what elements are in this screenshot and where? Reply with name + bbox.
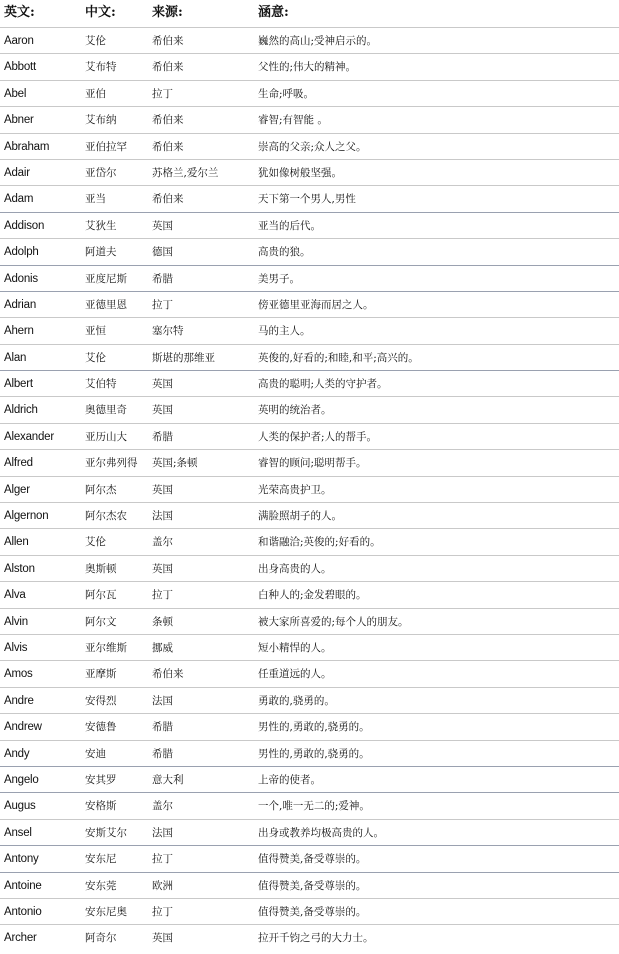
name-origin: 拉丁: [152, 905, 173, 918]
name-origin: 拉丁: [152, 589, 173, 602]
name-english: Adolph: [4, 246, 39, 259]
table-row: [0, 476, 619, 502]
name-chinese: 安得烈: [85, 694, 117, 707]
name-chinese: 亚德里恩: [85, 298, 127, 311]
name-english: Algernon: [4, 510, 49, 523]
name-english: Aldrich: [4, 404, 38, 417]
name-origin: 挪威: [152, 641, 173, 654]
name-english: Andrew: [4, 721, 42, 734]
name-meaning: 值得赞美,备受尊崇的。: [258, 879, 367, 892]
header-meaning: 涵意:: [258, 5, 289, 20]
name-english: Alva: [4, 589, 26, 602]
name-chinese: 艾伦: [85, 35, 106, 47]
table-row: [0, 133, 619, 159]
name-meaning: 值得赞美,备受尊崇的。: [258, 853, 367, 866]
name-origin: 拉丁: [152, 87, 173, 100]
name-chinese: 艾狄生: [85, 219, 117, 232]
name-chinese: 亚伯: [85, 87, 106, 100]
name-origin: 希腊: [152, 430, 173, 443]
name-origin: 法国: [152, 826, 173, 839]
name-english: Augus: [4, 800, 36, 813]
name-meaning: 生命;呼吸。: [258, 87, 315, 100]
name-meaning: 出身高贵的人。: [258, 562, 332, 575]
name-origin: 条顿: [152, 615, 173, 628]
name-meaning: 人类的保护者;人的帮手。: [258, 430, 378, 443]
name-chinese: 阿尔杰: [85, 483, 117, 496]
table-row: [0, 713, 619, 739]
name-english: Andy: [4, 747, 30, 760]
name-origin: 英国: [152, 562, 173, 575]
name-chinese: 亚恒: [85, 325, 106, 338]
name-english: Abel: [4, 87, 27, 100]
table-row: [0, 792, 619, 818]
name-meaning: 高贵的狼。: [258, 246, 311, 259]
name-chinese: 艾布纳: [85, 114, 117, 127]
name-meaning: 白种人的;金发碧眼的。: [258, 589, 367, 602]
name-english: Adonis: [4, 272, 38, 285]
name-origin: 盖尔: [152, 536, 173, 549]
name-meaning: 值得赞美,备受尊崇的。: [258, 905, 367, 918]
name-meaning: 父性的;伟大的精神。: [258, 61, 357, 74]
name-english: Andre: [4, 694, 34, 707]
name-origin: 英国: [152, 378, 173, 391]
name-chinese: 艾伦: [85, 351, 106, 364]
table-row: [0, 317, 619, 343]
name-origin: 欧洲: [152, 879, 173, 892]
name-origin: 英国;条顿: [152, 457, 198, 470]
table-row: [0, 449, 619, 475]
name-meaning: 任重道远的人。: [258, 668, 332, 681]
name-chinese: 安东尼: [85, 853, 117, 866]
name-chinese: 奥斯顿: [85, 562, 117, 575]
name-meaning: 光荣高贵护卫。: [258, 483, 332, 496]
name-english: Allen: [4, 536, 29, 549]
name-origin: 希伯来: [152, 35, 184, 47]
name-meaning: 男性的,勇敢的,骁勇的。: [258, 747, 370, 760]
name-chinese: 亚伯拉罕: [85, 140, 127, 153]
name-english: Abbott: [4, 61, 37, 74]
header-chinese: 中文:: [85, 5, 116, 20]
name-chinese: 安格斯: [85, 800, 117, 813]
name-chinese: 艾伯特: [85, 378, 117, 391]
table-row: [0, 660, 619, 686]
table-row: [0, 370, 619, 396]
name-origin: 希腊: [152, 721, 173, 734]
name-meaning: 和谐融洽;英俊的;好看的。: [258, 536, 381, 549]
name-origin: 拉丁: [152, 853, 173, 866]
name-origin: 希伯来: [152, 668, 184, 681]
name-meaning: 勇敢的,骁勇的。: [258, 694, 335, 707]
table-row: [0, 687, 619, 713]
name-chinese: 安东莞: [85, 879, 117, 892]
name-chinese: 艾伦: [85, 536, 106, 549]
table-row: [0, 265, 619, 291]
name-chinese: 亚当: [85, 193, 106, 206]
name-english: Ansel: [4, 826, 32, 839]
name-chinese: 阿尔文: [85, 615, 117, 628]
name-english: Alfred: [4, 457, 33, 470]
name-origin: 希伯来: [152, 114, 184, 127]
name-english: Archer: [4, 932, 37, 945]
table-row: [0, 344, 619, 370]
name-meaning: 傍亚德里亚海而居之人。: [258, 298, 374, 311]
name-chinese: 亚尔维斯: [85, 641, 127, 654]
name-chinese: 奥德里奇: [85, 404, 127, 417]
name-origin: 希伯来: [152, 193, 184, 206]
name-origin: 希腊: [152, 747, 173, 760]
name-english: Adam: [4, 193, 34, 206]
name-english: Adair: [4, 166, 30, 179]
name-english: Alvin: [4, 615, 28, 628]
name-english: Abraham: [4, 140, 50, 153]
name-origin: 塞尔特: [152, 325, 184, 338]
name-meaning: 犹如像树般坚强。: [258, 166, 342, 179]
table-row: [0, 423, 619, 449]
name-meaning: 巍然的高山;受神启示的。: [258, 35, 378, 47]
name-english: Antonio: [4, 905, 42, 918]
table-row: [0, 159, 619, 185]
name-chinese: 亚摩斯: [85, 668, 117, 681]
table-row: [0, 634, 619, 660]
name-origin: 苏格兰,爱尔兰: [152, 166, 219, 179]
name-origin: 希伯来: [152, 140, 184, 153]
table-row: [0, 581, 619, 607]
name-english: Adrian: [4, 298, 37, 311]
name-english: Angelo: [4, 773, 39, 786]
table-row: [0, 898, 619, 924]
name-chinese: 亚度尼斯: [85, 272, 127, 285]
name-english: Antony: [4, 853, 39, 866]
table-row: [0, 845, 619, 871]
name-meaning: 亚当的后代。: [258, 219, 321, 232]
table-row: [0, 528, 619, 554]
name-origin: 意大利: [152, 773, 184, 786]
name-chinese: 安迪: [85, 747, 106, 760]
table-row: [0, 106, 619, 132]
name-origin: 英国: [152, 932, 173, 945]
name-english: Albert: [4, 378, 33, 391]
table-row: [0, 555, 619, 581]
table-row: [0, 819, 619, 845]
name-origin: 拉丁: [152, 298, 173, 311]
name-english: Ahern: [4, 325, 34, 338]
table-row: [0, 872, 619, 898]
name-meaning: 马的主人。: [258, 325, 311, 338]
table-row: [0, 502, 619, 528]
table-row: [0, 80, 619, 106]
name-meaning: 满脸照胡子的人。: [258, 510, 342, 523]
table-row: [0, 238, 619, 264]
name-meaning: 男性的,勇敢的,骁勇的。: [258, 721, 370, 734]
name-origin: 盖尔: [152, 800, 173, 813]
name-origin: 英国: [152, 219, 173, 232]
name-origin: 德国: [152, 246, 173, 259]
name-chinese: 亚尔弗列得: [85, 457, 138, 470]
table-row: [0, 185, 619, 211]
name-chinese: 安其罗: [85, 773, 117, 786]
name-origin: 斯堪的那维亚: [152, 351, 215, 364]
name-english: Abner: [4, 114, 34, 127]
name-english: Alexander: [4, 430, 54, 443]
name-origin: 英国: [152, 404, 173, 417]
name-english: Addison: [4, 219, 45, 232]
name-meaning: 天下第一个男人,男性: [258, 193, 356, 206]
name-meaning: 英明的统治者。: [258, 404, 332, 417]
name-chinese: 亚岱尔: [85, 166, 117, 179]
name-english: Alvis: [4, 641, 28, 654]
name-chinese: 阿奇尔: [85, 932, 117, 945]
table-row: [0, 740, 619, 766]
name-chinese: 安斯艾尔: [85, 826, 127, 839]
name-meaning: 一个,唯一无二的;爱神。: [258, 800, 370, 813]
header-origin: 来源:: [152, 5, 183, 20]
table-row: [0, 291, 619, 317]
table-header: [0, 0, 619, 26]
table-row: [0, 53, 619, 79]
name-chinese: 亚历山大: [85, 430, 127, 443]
name-origin: 法国: [152, 510, 173, 523]
table-body: [0, 27, 619, 951]
name-chinese: 安东尼奥: [85, 905, 127, 918]
name-meaning: 出身或教养均极高贵的人。: [258, 826, 384, 839]
name-english: Alan: [4, 351, 27, 364]
name-origin: 希伯来: [152, 61, 184, 74]
name-meaning: 高贵的聪明;人类的守护者。: [258, 378, 388, 391]
name-english: Alger: [4, 483, 30, 496]
name-origin: 英国: [152, 483, 173, 496]
name-meaning: 英俊的,好看的;和睦,和平;高兴的。: [258, 351, 419, 364]
name-meaning: 拉开千钧之弓的大力士。: [258, 932, 374, 945]
table-row: [0, 608, 619, 634]
table-row: [0, 27, 619, 53]
name-english: Antoine: [4, 879, 42, 892]
name-chinese: 阿尔杰农: [85, 510, 127, 523]
name-origin: 法国: [152, 694, 173, 707]
name-chinese: 艾布特: [85, 61, 117, 74]
name-english: Amos: [4, 668, 33, 681]
name-meaning: 被大家所喜爱的;每个人的朋友。: [258, 615, 409, 628]
name-meaning: 短小精悍的人。: [258, 641, 332, 654]
name-meaning: 崇高的父亲;众人之父。: [258, 140, 367, 153]
name-origin: 希腊: [152, 272, 173, 285]
table-row: [0, 766, 619, 792]
name-meaning: 睿智的顾问;聪明帮手。: [258, 457, 367, 470]
table-row: [0, 212, 619, 238]
header-english: 英文:: [4, 5, 35, 20]
name-chinese: 阿道夫: [85, 246, 117, 259]
name-english: Aaron: [4, 35, 34, 47]
name-chinese: 阿尔瓦: [85, 589, 117, 602]
name-chinese: 安德鲁: [85, 721, 117, 734]
name-meaning: 上帝的使者。: [258, 773, 321, 786]
name-meaning: 美男子。: [258, 272, 300, 285]
name-meaning: 睿智;有智能 。: [258, 114, 328, 127]
table-row: [0, 924, 619, 950]
name-english: Alston: [4, 562, 35, 575]
table-row: [0, 396, 619, 422]
